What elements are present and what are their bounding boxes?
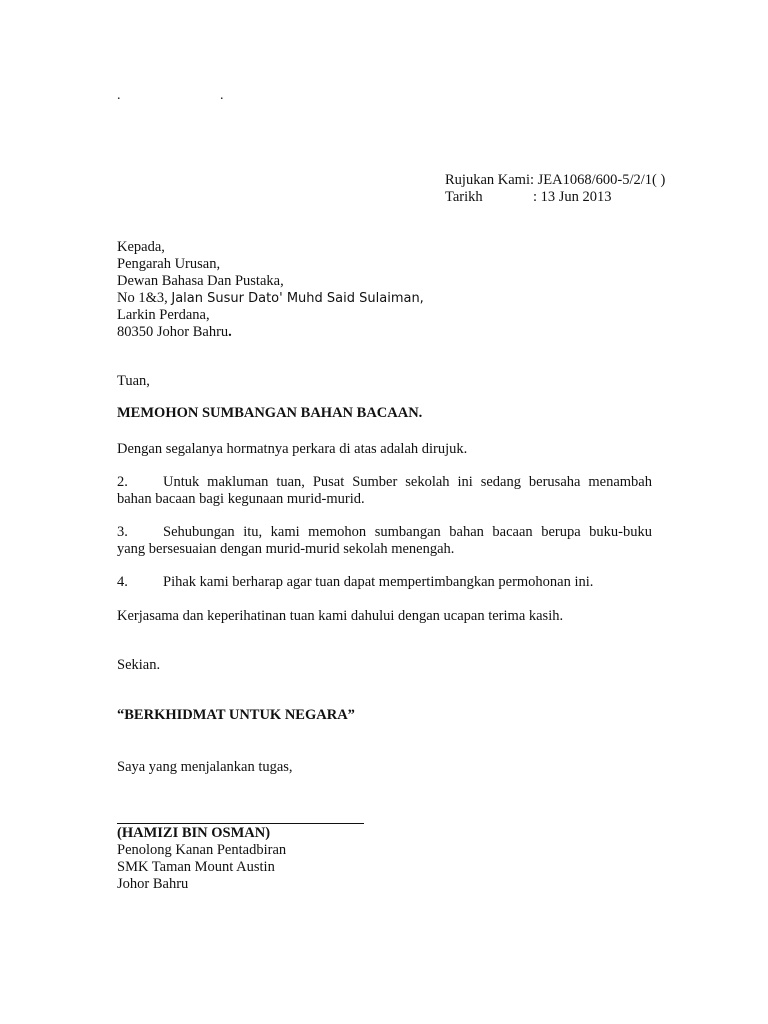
signatory-school: SMK Taman Mount Austin <box>117 859 275 875</box>
top-mark-1: . <box>117 88 121 103</box>
recipient-postcode-city <box>117 324 232 341</box>
top-mark-2: . <box>220 88 224 103</box>
paragraph-4-line-1: Pihak kami berharap agar tuan dapat mempertimbangkan permohonan ini. <box>163 574 594 590</box>
intro-paragraph: Dengan segalanya hormatnya perkara di atas adalah dirujuk. <box>117 441 468 457</box>
paragraph-3-line-1: Sehubungan itu, kami memohon sumbangan bahan bacaan berupa buku-buku <box>163 524 652 540</box>
subject-text: MEMOHON SUMBANGAN BAHAN BACAAN. <box>117 405 423 421</box>
date-label: Tarikh <box>445 189 483 205</box>
signature-line <box>117 823 364 824</box>
recipient-area: Larkin Perdana, <box>117 307 210 323</box>
paragraph-2-number: 2. <box>117 474 128 490</box>
reference-value: JEA1068/600-5/2/1( ) <box>537 172 666 188</box>
motto-text: “BERKHIDMAT UNTUK NEGARA” <box>117 707 355 723</box>
recipient-city-period: . <box>228 324 232 340</box>
closing-duty: Saya yang menjalankan tugas, <box>117 759 293 775</box>
recipient-street-number: No 1&3, <box>117 290 172 306</box>
reference-label: Rujukan Kami: <box>445 172 535 188</box>
paragraph-2-line-2: bahan bacaan bagi kegunaan murid-murid. <box>117 491 365 507</box>
motto <box>117 707 355 724</box>
signatory-city: Johor Bahru <box>117 876 189 892</box>
paragraph-4 <box>117 574 593 591</box>
recipient-title: Pengarah Urusan, <box>117 256 221 272</box>
thanks-paragraph: Kerjasama dan keperihatinan tuan kami dahului dengan ucapan terima kasih. <box>117 608 564 624</box>
recipient-organisation: Dewan Bahasa Dan Pustaka, <box>117 273 284 289</box>
paragraph-3-line-2: yang bersesuaian dengan murid-murid sekolah menengah. <box>117 541 455 557</box>
date-value: : 13 Jun 2013 <box>533 189 612 205</box>
paragraph-2 <box>117 474 652 508</box>
paragraph-3-number: 3. <box>117 524 128 540</box>
paragraph-4-number: 4. <box>117 574 128 590</box>
recipient-street-name: Jalan Susur Dato' Muhd Said Sulaiman, <box>171 291 424 306</box>
salutation: Tuan, <box>117 373 150 389</box>
paragraph-3 <box>117 524 652 558</box>
recipient-city: 80350 Johor Bahru <box>117 324 229 340</box>
recipient-kepada: Kepada, <box>117 239 165 255</box>
signatory-title: Penolong Kanan Pentadbiran <box>117 842 287 858</box>
date-line <box>445 189 612 206</box>
recipient-street <box>117 290 424 307</box>
reference-line <box>445 172 665 189</box>
signatory-name-text: (HAMIZI BIN OSMAN) <box>117 825 271 841</box>
paragraph-2-line-1: Untuk makluman tuan, Pusat Sumber sekolah ini sedang berusaha menambah <box>163 474 652 490</box>
closing-sekian: Sekian. <box>117 657 161 673</box>
signatory-name <box>117 825 270 842</box>
subject-heading <box>117 405 422 422</box>
